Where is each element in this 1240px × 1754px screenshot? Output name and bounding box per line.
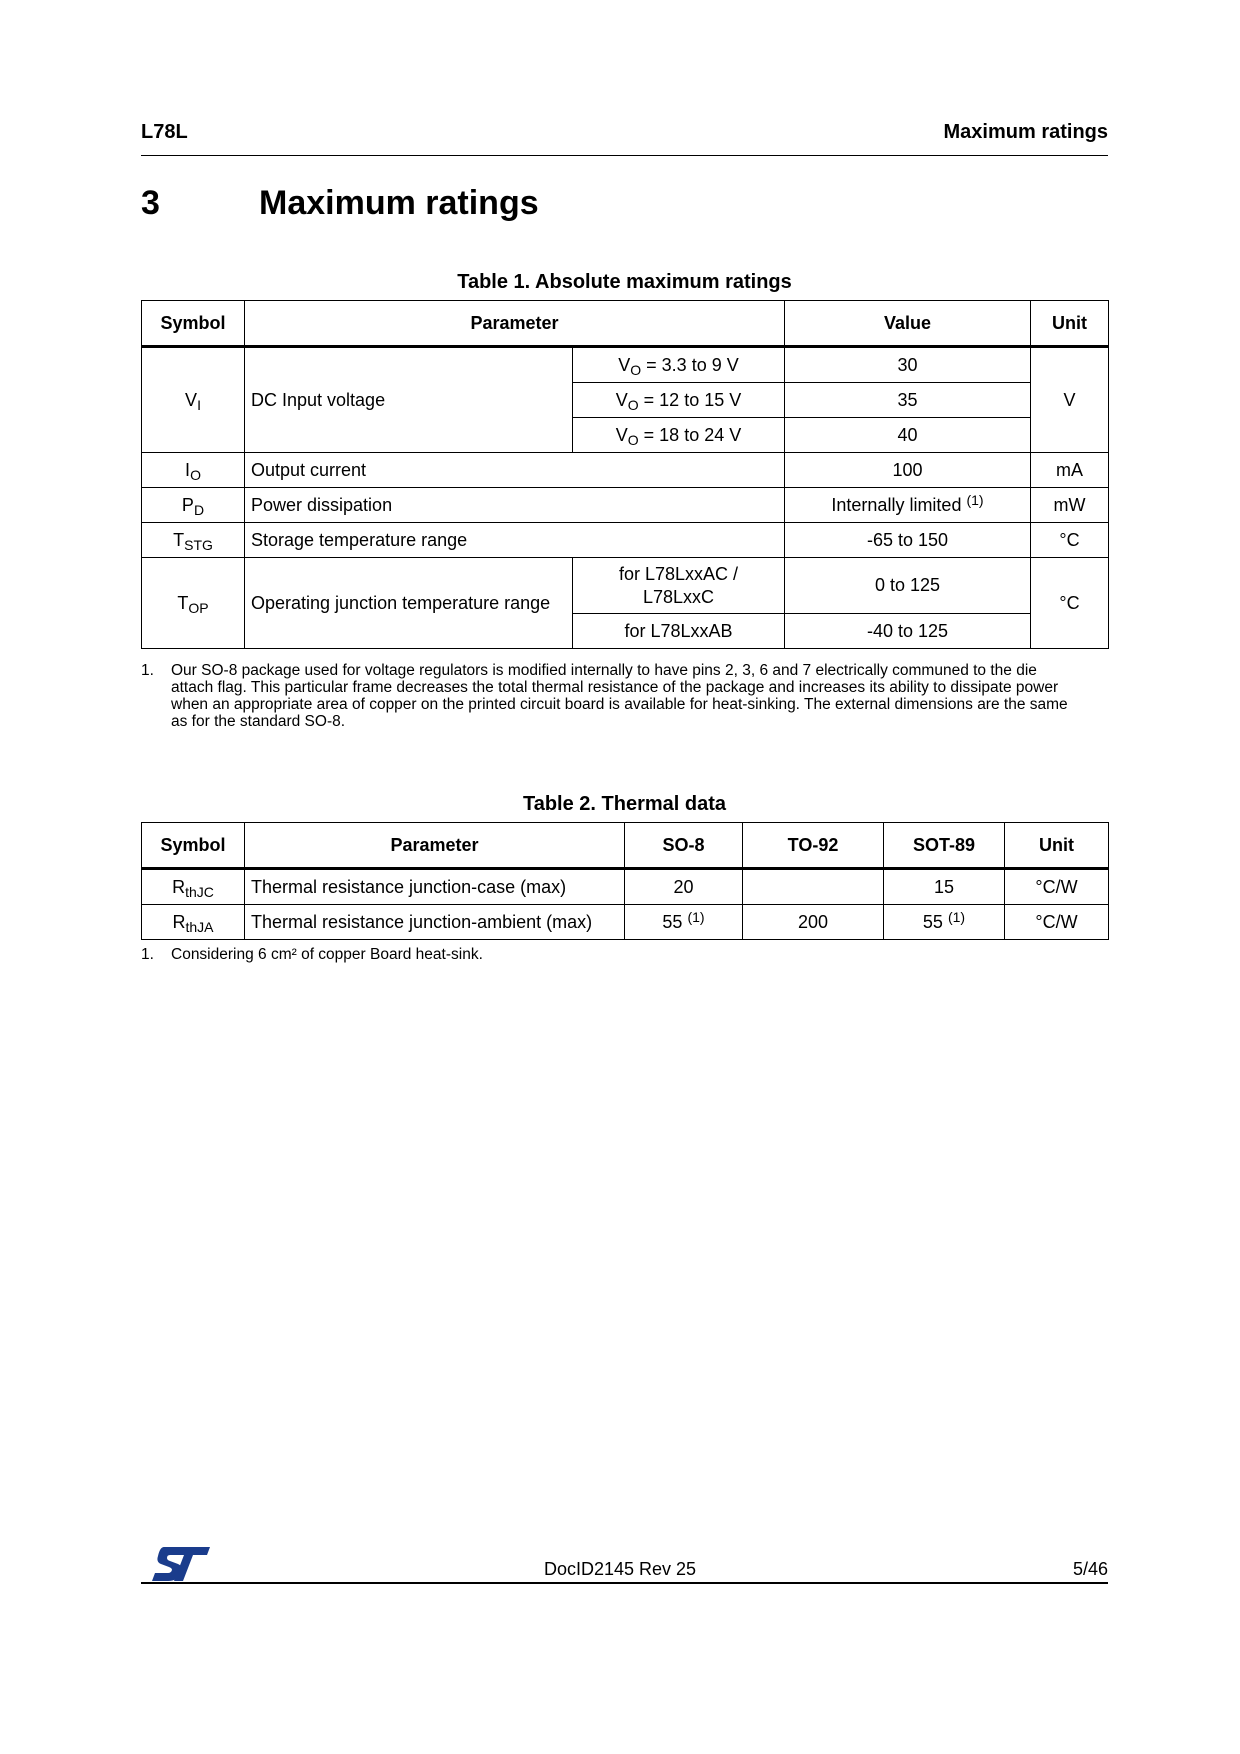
table2-caption: Table 2. Thermal data [522,793,727,815]
symbol-cell: $R_{thJA}$ [142,905,245,940]
value-cell: 30 [785,347,1031,383]
condition-cell: $V_O = 12$ to 15 V [573,383,785,418]
footnote-ref: (1) [947,908,966,925]
symbol-cell: $V_I$ [142,347,245,453]
unit-cell: °C/W [1005,905,1109,940]
parameter-cell: Thermal resistance junction-ambient (max) [245,905,625,940]
symbol-cell: $P_D$ [142,488,245,523]
table-header-row [142,301,1109,347]
running-header-product: L78L [141,121,188,143]
unit-cell: °C [1031,523,1109,558]
col-header-to92: TO-92 [743,823,884,869]
footnote-ref: (1) [687,908,705,925]
unit-cell: °C/W [1005,869,1109,905]
parameter-cell: Operating junction temperature range [245,558,573,649]
table-row [142,488,1109,523]
value-cell: 40 [785,418,1031,453]
col-header-parameter: Parameter [245,823,625,869]
parameter-cell: DC Input voltage [245,347,573,453]
unit-cell: mA [1031,453,1109,488]
condition-cell: for L78LxxAC / L78LxxC [573,558,785,614]
condition-cell: $V_O = 3.3$ to 9 V [573,347,785,383]
col-header-symbol: Symbol [142,823,245,869]
so8-cell: 55 $^{(1)}$ [625,905,743,940]
absolute-maximum-ratings-table [141,300,1109,649]
col-header-parameter: Parameter [245,301,785,347]
value-cell: 0 to 125 [785,558,1031,614]
section-title: Maximum ratings [259,184,539,222]
parameter-cell: Thermal resistance junction-case (max) [245,869,625,905]
col-header-symbol: Symbol [142,301,245,347]
footer-doc-id: DocID2145 Rev 25 [543,1559,697,1579]
table1-caption: Table 1. Absolute maximum ratings [457,271,792,293]
footnote-ref: (1) [966,491,984,508]
col-header-so8: SO-8 [625,823,743,869]
footer-rule [141,1582,1108,1584]
value-cell: -65 to 150 [785,523,1031,558]
section-number: 3 [141,184,160,222]
footnote-number: 1. [141,662,154,679]
header-rule [141,155,1108,156]
condition-cell: for L78LxxAB [573,614,785,649]
table-row [142,347,1109,383]
unit-cell: V [1031,347,1109,453]
symbol-cell: $I_O$ [142,453,245,488]
value-cell: 35 [785,383,1031,418]
symbol-cell: $T_{STG}$ [142,523,245,558]
to92-cell [743,869,884,905]
condition-cell: $V_O = 18$ to 24 V [573,418,785,453]
footnote-text: Our SO-8 package used for voltage regulators is modified internally to have pins 2, 3, 6 and 7 electrically communed to the die attach flag. This particular frame decreases the total thermal resistance of the package and increases its ability to dissipate power when an appropriate area of copper on the printed circuit board is available for heat-sinking. The external dimensions are the same as for the standard SO-8. [171,662,1068,730]
table-row [142,905,1109,940]
table-row [142,869,1109,905]
value-cell: -40 to 125 [785,614,1031,649]
value-cell: 100 [785,453,1031,488]
unit-cell: °C [1031,558,1109,649]
parameter-cell: Storage temperature range [245,523,785,558]
footer-page-number: 5/46 [1072,1559,1108,1579]
symbol-cell: $T_{OP}$ [142,558,245,649]
col-header-unit: Unit [1005,823,1109,869]
symbol-cell: $R_{thJC}$ [142,869,245,905]
parameter-cell: Power dissipation [245,488,785,523]
col-header-sot89: SOT-89 [884,823,1005,869]
value-cell: Internally limited $^{(1)}$ [785,488,1031,523]
thermal-data-table [141,822,1109,940]
unit-cell: mW [1031,488,1109,523]
table-header-row [142,823,1109,869]
parameter-cell: Output current [245,453,785,488]
footnote-text: Considering 6 cm² of copper Board heat-sink. [171,946,483,963]
table2-footnote [141,946,1081,963]
col-header-value: Value [785,301,1031,347]
table-row [142,453,1109,488]
col-header-unit: Unit [1031,301,1109,347]
sot89-cell: 15 [884,869,1005,905]
to92-cell: 200 [743,905,884,940]
so8-cell: 20 [625,869,743,905]
table-row [142,523,1109,558]
sot89-cell: 55 $^{(1)}$ [884,905,1005,940]
table1-footnote [141,662,1081,730]
table-row [142,558,1109,614]
running-header-section: Maximum ratings [943,121,1108,143]
footnote-number: 1. [141,946,154,963]
